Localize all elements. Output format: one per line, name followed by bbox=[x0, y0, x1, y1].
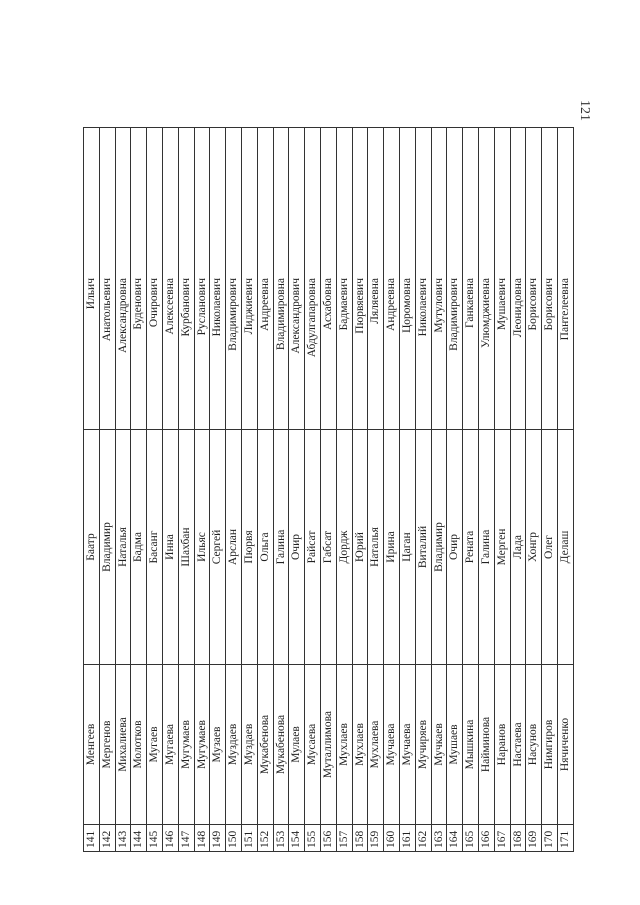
surname-cell: Муздаев bbox=[241, 665, 257, 825]
first-name-cell: Райсат bbox=[305, 430, 321, 665]
surname-cell: Мухлаев bbox=[336, 665, 352, 825]
patronymic-cell: Алексеевна bbox=[162, 128, 178, 430]
patronymic-cell: Лиджиевич bbox=[241, 128, 257, 430]
table-row bbox=[99, 128, 115, 852]
row-number-cell: 162 bbox=[415, 825, 431, 852]
surname-cell: Мышкина bbox=[463, 665, 479, 825]
table-row bbox=[494, 128, 510, 852]
row-number-cell: 141 bbox=[84, 825, 100, 852]
table-row bbox=[352, 128, 368, 852]
row-number-cell: 163 bbox=[431, 825, 447, 852]
surname-cell: Мучкаев bbox=[431, 665, 447, 825]
surname-cell: Мухлаев bbox=[352, 665, 368, 825]
table-row bbox=[273, 128, 289, 852]
table-row bbox=[368, 128, 384, 852]
page-number: 121 bbox=[577, 100, 592, 121]
surname-cell: Мукабенова bbox=[273, 665, 289, 825]
document-table-area bbox=[83, 128, 571, 852]
surname-cell: Мухлаева bbox=[368, 665, 384, 825]
table-row bbox=[241, 128, 257, 852]
row-number-cell: 142 bbox=[99, 825, 115, 852]
first-name-cell: Арслан bbox=[226, 430, 242, 665]
row-number-cell: 166 bbox=[478, 825, 494, 852]
patronymic-cell: Улюмджиевна bbox=[478, 128, 494, 430]
row-number-cell: 149 bbox=[210, 825, 226, 852]
table-body bbox=[84, 128, 574, 852]
row-number-cell: 153 bbox=[273, 825, 289, 852]
first-name-cell: Хонгр bbox=[526, 430, 542, 665]
first-name-cell: Олег bbox=[542, 430, 558, 665]
row-number-cell: 154 bbox=[289, 825, 305, 852]
row-number-cell: 171 bbox=[557, 825, 573, 852]
patronymic-cell: Владимировна bbox=[273, 128, 289, 430]
table-row bbox=[305, 128, 321, 852]
patronymic-cell: Николаевич bbox=[415, 128, 431, 430]
surname-cell: Наранов bbox=[494, 665, 510, 825]
patronymic-cell: Русланович bbox=[194, 128, 210, 430]
table-row bbox=[131, 128, 147, 852]
table-row bbox=[115, 128, 131, 852]
first-name-cell: Галина bbox=[273, 430, 289, 665]
first-name-cell: Инна bbox=[162, 430, 178, 665]
surname-cell: Найминова bbox=[478, 665, 494, 825]
first-name-cell: Ильяс bbox=[194, 430, 210, 665]
table-row bbox=[178, 128, 194, 852]
first-name-cell: Бадма bbox=[131, 430, 147, 665]
patronymic-cell: Мутулович bbox=[431, 128, 447, 430]
first-name-cell: Мерген bbox=[494, 430, 510, 665]
first-name-cell: Пюрвя bbox=[241, 430, 257, 665]
first-name-cell: Виталий bbox=[415, 430, 431, 665]
table-row bbox=[447, 128, 463, 852]
surname-cell: Мугаева bbox=[162, 665, 178, 825]
first-name-cell: Цаган bbox=[399, 430, 415, 665]
first-name-cell: Ирина bbox=[384, 430, 400, 665]
table-row bbox=[557, 128, 573, 852]
surname-cell: Мугаев bbox=[147, 665, 163, 825]
table-row bbox=[526, 128, 542, 852]
row-number-cell: 165 bbox=[463, 825, 479, 852]
patronymic-cell: Александровна bbox=[115, 128, 131, 430]
rotated-table-container bbox=[83, 128, 571, 852]
table-row bbox=[431, 128, 447, 852]
first-name-cell: Шахбан bbox=[178, 430, 194, 665]
first-name-cell: Ольга bbox=[257, 430, 273, 665]
row-number-cell: 160 bbox=[384, 825, 400, 852]
table-row bbox=[162, 128, 178, 852]
surname-cell: Мучиряев bbox=[415, 665, 431, 825]
row-number-cell: 145 bbox=[147, 825, 163, 852]
patronymic-cell: Пантелеевна bbox=[557, 128, 573, 430]
surname-cell: Нимгиров bbox=[542, 665, 558, 825]
first-name-cell: Владимир bbox=[431, 430, 447, 665]
patronymic-cell: Бадмаевич bbox=[336, 128, 352, 430]
surname-cell: Менгеев bbox=[84, 665, 100, 825]
surname-cell: Музаев bbox=[210, 665, 226, 825]
row-number-cell: 164 bbox=[447, 825, 463, 852]
patronymic-cell: Курбанович bbox=[178, 128, 194, 430]
table-row bbox=[399, 128, 415, 852]
patronymic-cell: Анатольевич bbox=[99, 128, 115, 430]
first-name-cell: Очир bbox=[289, 430, 305, 665]
first-name-cell: Баатр bbox=[84, 430, 100, 665]
table-row bbox=[384, 128, 400, 852]
row-number-cell: 146 bbox=[162, 825, 178, 852]
first-name-cell: Дордж bbox=[336, 430, 352, 665]
surname-cell: Муздаев bbox=[226, 665, 242, 825]
table-row bbox=[542, 128, 558, 852]
patronymic-cell: Очирович bbox=[147, 128, 163, 430]
patronymic-cell: Асхабовна bbox=[320, 128, 336, 430]
surname-cell: Мушаев bbox=[447, 665, 463, 825]
first-name-cell: Лада bbox=[510, 430, 526, 665]
first-name-cell: Габсат bbox=[320, 430, 336, 665]
patronymic-cell: Борисович bbox=[542, 128, 558, 430]
row-number-cell: 156 bbox=[320, 825, 336, 852]
table-row bbox=[463, 128, 479, 852]
patronymic-cell: Цоромовна bbox=[399, 128, 415, 430]
row-number-cell: 151 bbox=[241, 825, 257, 852]
table-row bbox=[257, 128, 273, 852]
table-row bbox=[336, 128, 352, 852]
row-number-cell: 143 bbox=[115, 825, 131, 852]
row-number-cell: 155 bbox=[305, 825, 321, 852]
patronymic-cell: Буденович bbox=[131, 128, 147, 430]
patronymic-cell: Ганкаевна bbox=[463, 128, 479, 430]
first-name-cell: Рената bbox=[463, 430, 479, 665]
first-name-cell: Владимир bbox=[99, 430, 115, 665]
patronymic-cell: Абдулгапаровна bbox=[305, 128, 321, 430]
surname-cell: Мергенов bbox=[99, 665, 115, 825]
row-number-cell: 147 bbox=[178, 825, 194, 852]
first-name-cell: Очир bbox=[447, 430, 463, 665]
row-number-cell: 144 bbox=[131, 825, 147, 852]
surname-cell: Насунов bbox=[526, 665, 542, 825]
row-number-cell: 168 bbox=[510, 825, 526, 852]
surname-cell: Муталлимова bbox=[320, 665, 336, 825]
row-number-cell: 150 bbox=[226, 825, 242, 852]
table-row bbox=[478, 128, 494, 852]
surname-cell: Молотков bbox=[131, 665, 147, 825]
table-row bbox=[194, 128, 210, 852]
patronymic-cell: Владимирович bbox=[447, 128, 463, 430]
surname-cell: Настаева bbox=[510, 665, 526, 825]
table-row bbox=[415, 128, 431, 852]
patronymic-cell: Александрович bbox=[289, 128, 305, 430]
surname-cell: Мусаева bbox=[305, 665, 321, 825]
patronymic-cell: Андреевна bbox=[384, 128, 400, 430]
personnel-table bbox=[83, 127, 574, 852]
patronymic-cell: Андреевна bbox=[257, 128, 273, 430]
first-name-cell: Басанг bbox=[147, 430, 163, 665]
row-number-cell: 157 bbox=[336, 825, 352, 852]
surname-cell: Нячиченко bbox=[557, 665, 573, 825]
patronymic-cell: Владимирович bbox=[226, 128, 242, 430]
row-number-cell: 159 bbox=[368, 825, 384, 852]
surname-cell: Мулаев bbox=[289, 665, 305, 825]
patronymic-cell: Мушаевич bbox=[494, 128, 510, 430]
table-row bbox=[84, 128, 100, 852]
row-number-cell: 158 bbox=[352, 825, 368, 852]
patronymic-cell: Ляляевна bbox=[368, 128, 384, 430]
patronymic-cell: Леонидовна bbox=[510, 128, 526, 430]
first-name-cell: Делаш bbox=[557, 430, 573, 665]
row-number-cell: 148 bbox=[194, 825, 210, 852]
first-name-cell: Юрий bbox=[352, 430, 368, 665]
table-row bbox=[226, 128, 242, 852]
surname-cell: Мугумаев bbox=[178, 665, 194, 825]
patronymic-cell: Николаевич bbox=[210, 128, 226, 430]
first-name-cell: Галина bbox=[478, 430, 494, 665]
surname-cell: Мучаева bbox=[399, 665, 415, 825]
surname-cell: Михалиева bbox=[115, 665, 131, 825]
patronymic-cell: Ильич bbox=[84, 128, 100, 430]
surname-cell: Мугумаев bbox=[194, 665, 210, 825]
first-name-cell: Сергей bbox=[210, 430, 226, 665]
table-row bbox=[510, 128, 526, 852]
row-number-cell: 152 bbox=[257, 825, 273, 852]
first-name-cell: Наталья bbox=[368, 430, 384, 665]
row-number-cell: 167 bbox=[494, 825, 510, 852]
patronymic-cell: Борисович bbox=[526, 128, 542, 430]
surname-cell: Мучаева bbox=[384, 665, 400, 825]
table-row bbox=[320, 128, 336, 852]
row-number-cell: 169 bbox=[526, 825, 542, 852]
table-row bbox=[210, 128, 226, 852]
row-number-cell: 170 bbox=[542, 825, 558, 852]
patronymic-cell: Пюрвяевич bbox=[352, 128, 368, 430]
table-row bbox=[147, 128, 163, 852]
row-number-cell: 161 bbox=[399, 825, 415, 852]
first-name-cell: Наталья bbox=[115, 430, 131, 665]
table-row bbox=[289, 128, 305, 852]
surname-cell: Мукабенова bbox=[257, 665, 273, 825]
